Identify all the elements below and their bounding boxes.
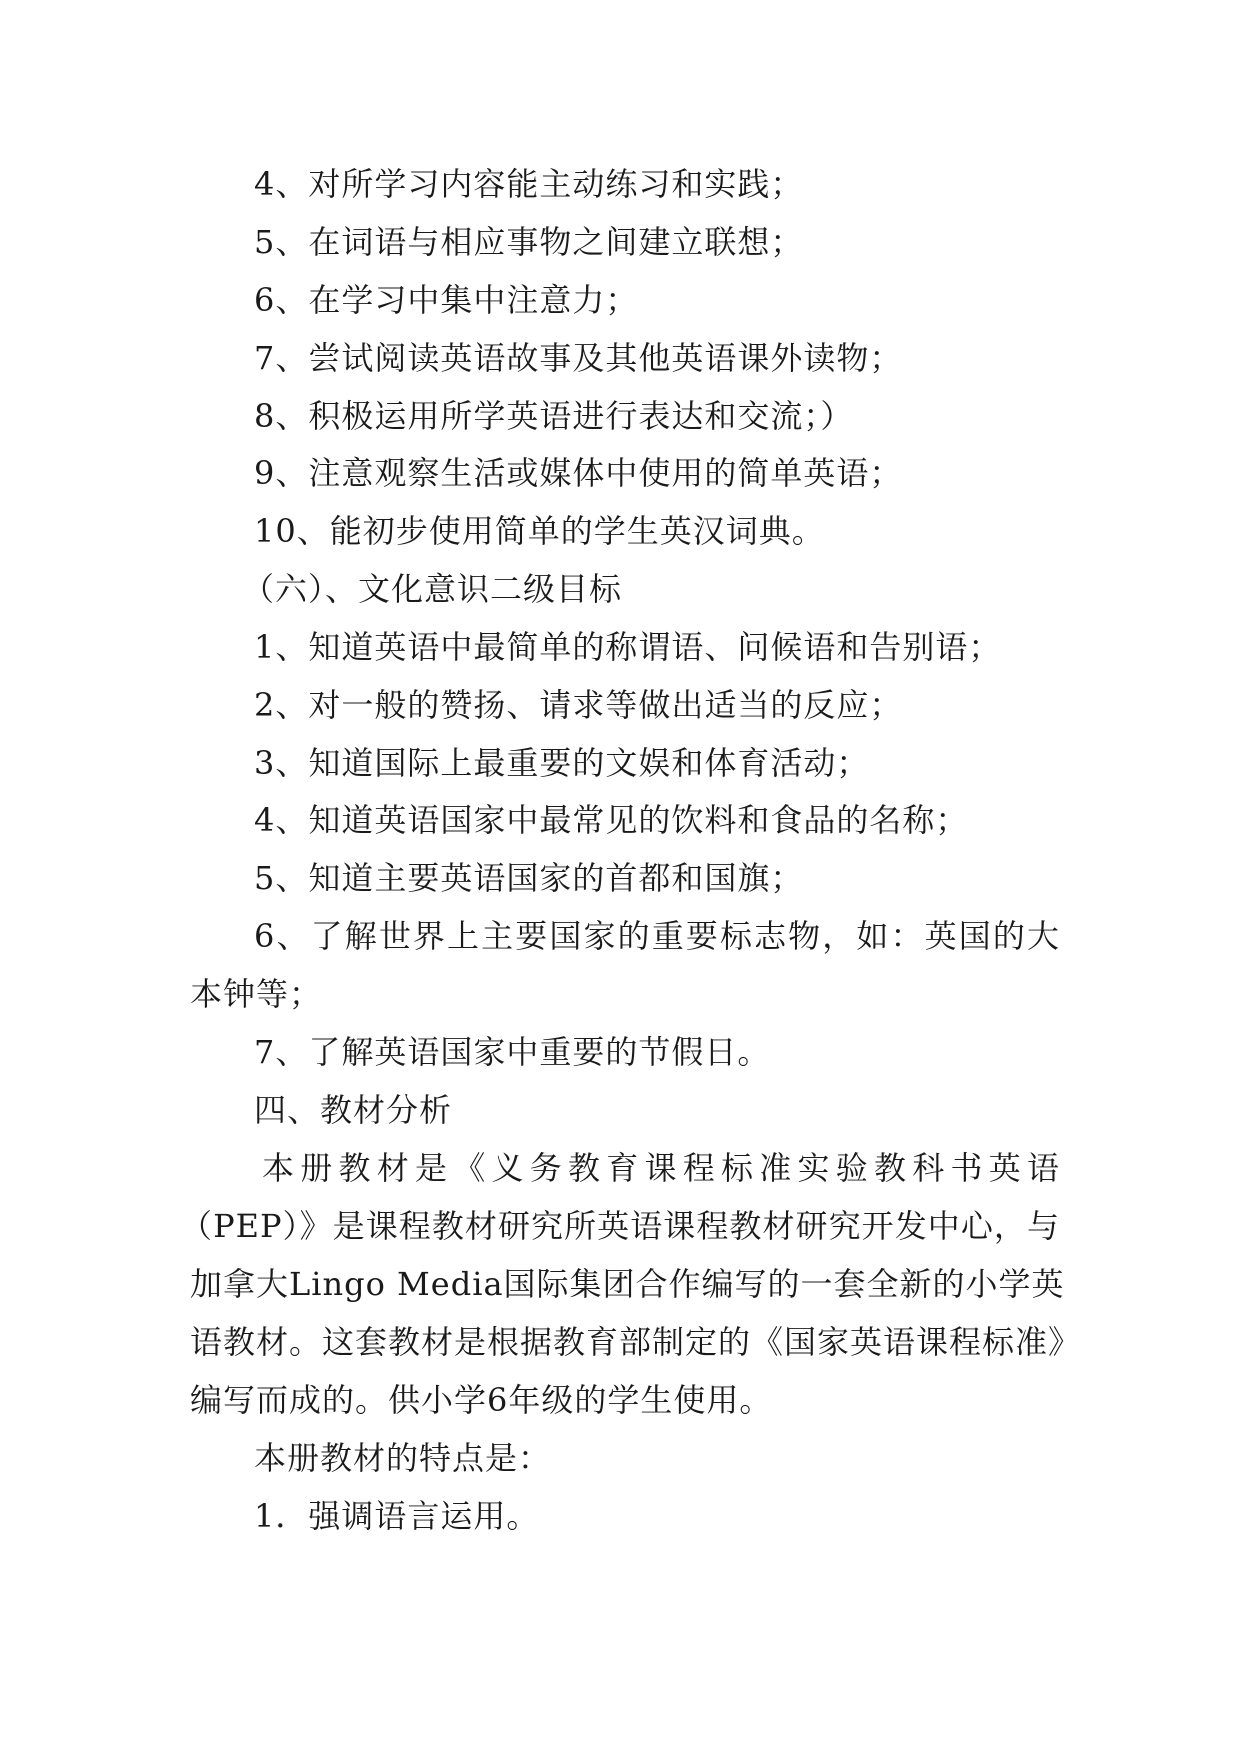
paragraph-line: 1．强调语言运用。 (254, 1497, 540, 1535)
paragraph-line: 9、注意观察生活或媒体中使用的简单英语； (254, 454, 903, 492)
paragraph-line: 4、对所学习内容能主动练习和实践； (254, 165, 804, 203)
paragraph-line: 5、知道主要英语国家的首都和国旗； (254, 859, 804, 897)
paragraph-line: 10、能初步使用简单的学生英汉词典。 (254, 512, 825, 550)
paragraph-line: 3、知道国际上最重要的文娱和体育活动； (254, 744, 870, 782)
paragraph-line: 5、在词语与相应事物之间建立联想； (254, 223, 804, 261)
paragraph-line: 2、对一般的赞扬、请求等做出适当的反应； (254, 686, 903, 724)
paragraph-line: 加拿大Lingo Media国际集团合作编写的一套全新的小学英 (190, 1265, 1065, 1303)
paragraph-line: 6、了解世界上主要国家的重要标志物，如：英国的大 (254, 917, 1060, 955)
paragraph-line: 6、在学习中集中注意力； (254, 281, 639, 319)
section-heading: （六）、文化意识二级目标 (242, 570, 623, 608)
paragraph-line: 编写而成的。供小学6年级的学生使用。 (190, 1381, 773, 1419)
paragraph-line: 1、知道英语中最简单的称谓语、问候语和告别语； (254, 628, 1002, 666)
paragraph-line: 4、知道英语国家中最常见的饮料和食品的名称； (254, 801, 969, 839)
paragraph-line: 语教材。这套教材是根据教育部制定的《国家英语课程标准》 (190, 1323, 1082, 1361)
section-heading: 四、教材分析 (254, 1091, 453, 1129)
paragraph-line: 本册教材的特点是： (254, 1439, 552, 1477)
paragraph-line: 本册教材是《义务教育课程标准实验教科书英语 (262, 1149, 1060, 1187)
paragraph-line: 本钟等； (190, 975, 323, 1013)
paragraph-line: 8、积极运用所学英语进行表达和交流；） (254, 397, 854, 435)
paragraph-line: 7、了解英语国家中重要的节假日。 (254, 1033, 771, 1071)
paragraph-line: （PEP）》是课程教材研究所英语课程教材研究开发中心，与 (180, 1207, 1060, 1245)
paragraph-line: 7、尝试阅读英语故事及其他英语课外读物； (254, 339, 903, 377)
